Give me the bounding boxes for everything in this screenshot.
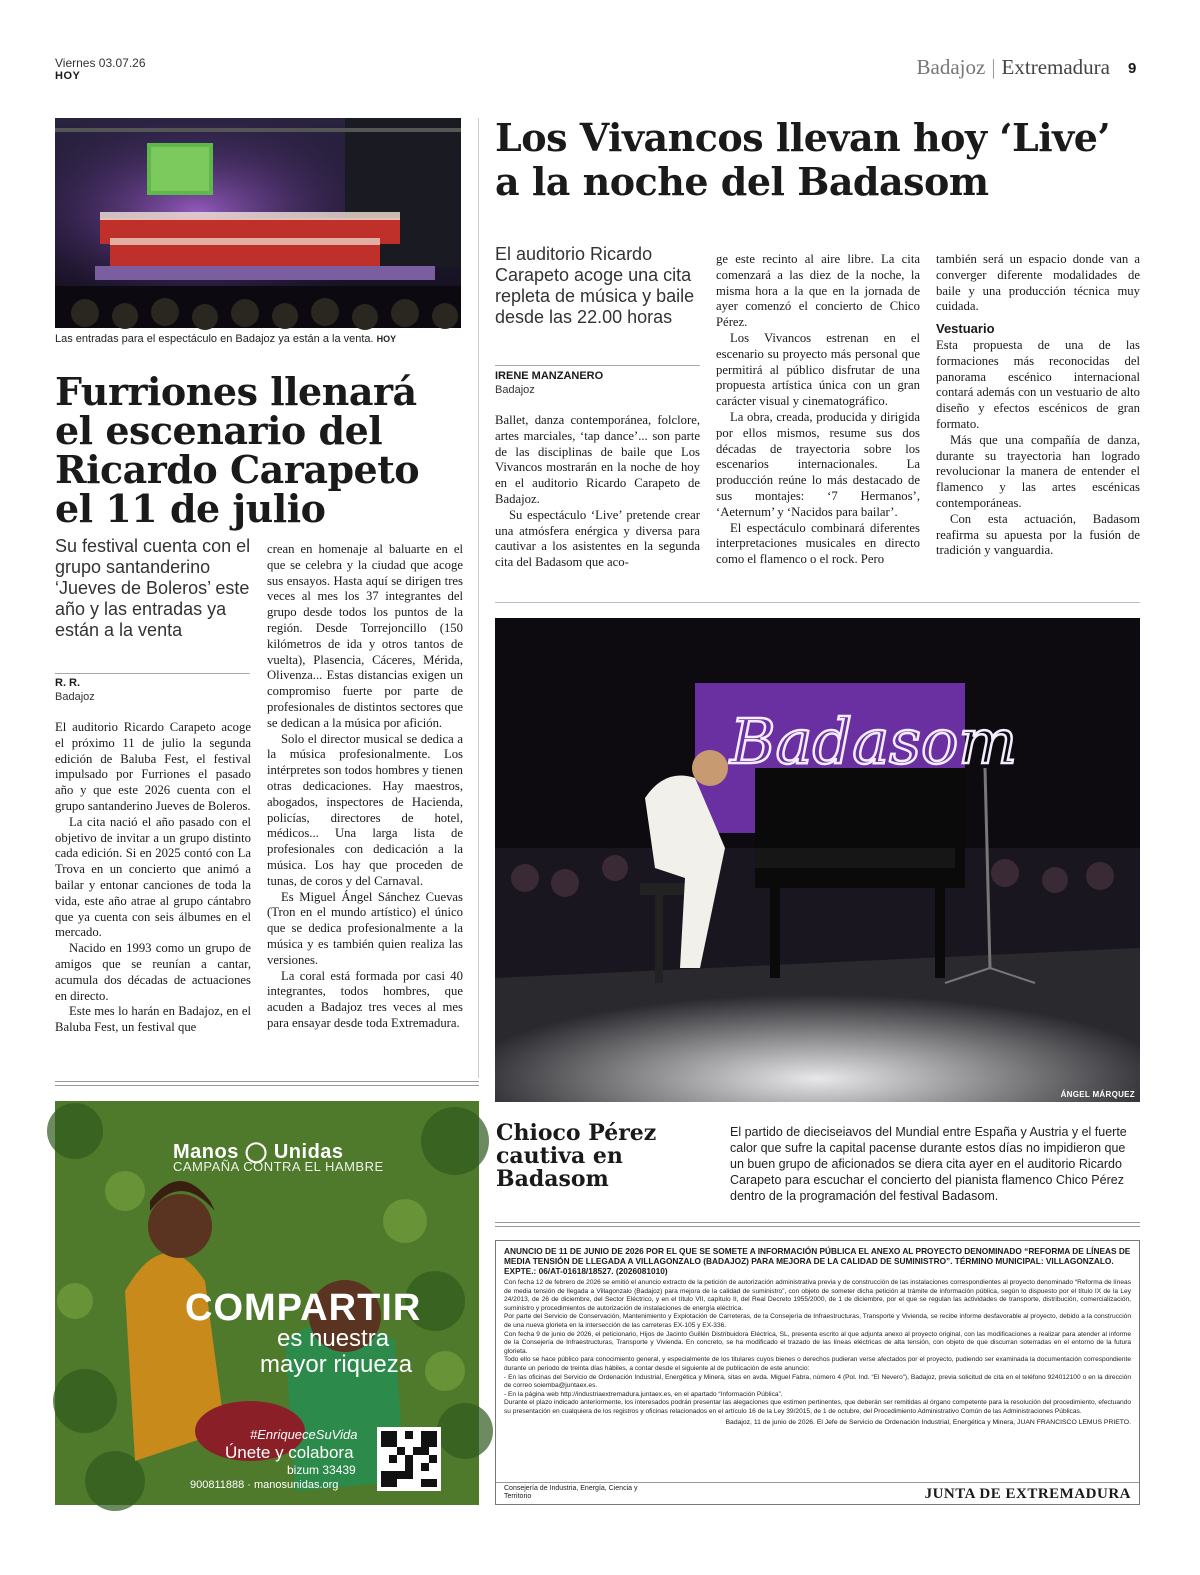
article-column xyxy=(55,720,251,1036)
article-subtitle: El auditorio Ricardo Carapeto acoge una cita repleta de música y baile desde las 22.00 horas xyxy=(495,244,695,327)
paragraph: El espectáculo combinará diferentes interpretaciones musicales en directo como el flamenco o el rock. Pero xyxy=(716,520,920,567)
ad-cta: Únete y colabora xyxy=(225,1443,354,1462)
section-name: Badajoz xyxy=(916,55,986,79)
column-divider xyxy=(478,118,479,1078)
ad-headline: COMPARTIR xyxy=(185,1287,422,1329)
photo-caption xyxy=(55,333,461,345)
globe-icon: ◯ xyxy=(244,1141,268,1163)
paragraph: Su espectáculo ‘Live’ pretende crear una atmósfera enérgica y diversa para cautivar a los asistentes en la segunda cita del Badasom que aco- xyxy=(495,507,700,570)
paragraph: Nacido en 1993 como un grupo de amigos que se reunían a cantar, acumula dos décadas de actuaciones en directo. xyxy=(55,941,251,1003)
section-rule xyxy=(495,602,1140,603)
article-headline: Los Vivancos llevan hoy ‘Live’ a la noche del Badasom xyxy=(495,115,1111,204)
article-subtitle: Su festival cuenta con el grupo santanderino ‘Jueves de Boleros’ este año y las entradas ya están a la venta xyxy=(55,536,251,640)
paragraph: La obra, creada, producida y dirigida por ellos mismos, resume sus dos décadas de trayectoria sobre los escenarios internacionales. La producción reúne lo más destacado de sus montajes: ‘7 Hermanos’, ‘Aeternum’ y ‘Nacidos para bailar’. xyxy=(716,409,920,519)
pianist-stage-photo xyxy=(495,618,1140,1102)
article-column xyxy=(936,252,1140,559)
article-author: IRENE MANZANERO xyxy=(495,370,604,382)
paragraph: Este mes lo harán en Badajoz, en el Baluba Fest, un festival que xyxy=(55,1004,251,1035)
publication-name: HOY xyxy=(55,70,81,82)
ad-campaign: CAMPAÑA CONTRA EL HAMBRE xyxy=(173,1159,384,1174)
notice-paragraph: Todo ello se hace público para conocimiento general, y especialmente de los titulares cuyos bienes o derechos pudieran verse afectados por el proyecto, pudiendo ser examinada la documentación correspondiente durante un periodo de treinta días hábiles, a contar desde el siguiente al de publicación de este anuncio: xyxy=(504,1356,1131,1372)
notice-footer xyxy=(496,1482,1139,1504)
double-rule xyxy=(495,1222,1140,1227)
article-location: Badajoz xyxy=(495,384,535,396)
notice-issuer: JUNTA DE EXTREMADURA xyxy=(924,1486,1131,1502)
article-column xyxy=(716,252,920,568)
official-notice xyxy=(495,1240,1140,1505)
notice-paragraph: - En la página web http://industriaextremadura.juntaex.es, en el apartado “Información Pública”. xyxy=(504,1390,783,1398)
badasom-sign-text: Badasom xyxy=(730,705,1018,778)
paragraph: La cita nació el año pasado con el objetivo de invitar a un grupo distinto cada edición. Si en 2025 contó con La Trova en un concierto que animó a bailar y entonar canciones de toda la vida, este año atrae al grupo cántabro que ya cuenta con seis álbumes en el mercado. xyxy=(55,814,251,940)
ad-tagline: mayor riqueza xyxy=(260,1351,413,1378)
double-rule xyxy=(55,1081,479,1086)
article-author: R. R. xyxy=(55,677,81,689)
qr-code-icon[interactable] xyxy=(377,1427,441,1491)
byline-rule xyxy=(55,673,250,674)
badasom-neon-sign xyxy=(720,693,1018,783)
paragraph: Esta propuesta de una de las formaciones más reconocidas del panorama escénico internacional contará además con un vestuario de alto diseño y efectos escénicos de gran formato. xyxy=(936,337,1140,431)
notice-paragraph: Con fecha 12 de febrero de 2026 se emitió el anuncio extracto de la petición de autorización administrativa previa y de construcción de las instalaciones correspondientes al proyecto denominado “Reforma de líneas de media tensión de llegada a Villagonzalo (Badajoz) para mejora de la calidad de suministro”, con objeto de someter dicha petición al trámite de información pública, según lo dispuesto por el título IX de la Ley 24/2013, de 26 de diciembre, del Sector Eléctrico, y en el título VII, capítulo II, del Real Decreto 1955/2000, de 1 de diciembre, por el que se regulan las actividades de transporte, distribución, comercialización, suministro y procedimientos de autorización de instalaciones de energía eléctrica. xyxy=(504,1279,1131,1312)
ad-hashtag: #EnriqueceSuVida xyxy=(250,1427,358,1442)
paragraph: Solo el director musical se dedica a la música profesionalmente. Los intérpretes son todos hombres y tienen otras dedicaciones. Hay maestros, abogados, inspectores de Hacienda, policías, directores de hotel, médicos... Una larga lista de profesionales con dedicación a la música. Los hay que proceden de tunas, de coros y del Carnaval. xyxy=(267,731,463,888)
ad-contact: 900811888 · manosunidas.org xyxy=(190,1479,339,1491)
notice-paragraph: - En las oficinas del Servicio de Ordenación Industrial, Energética y Minera, sitas en avda. Miguel Fabra, número 4 (Pol. Ind. “El Nevero”), Badajoz, previa solicitud de cita en el teléfono 924012100 o en la dirección de correo soiemba@juntaex.es. xyxy=(504,1373,1131,1390)
paragraph: Ballet, danza contemporánea, folclore, artes marciales, ‘tap dance’... son parte de las disciplinas de baile que Los Vivancos mostrarán en la noche de hoy en el auditorio Ricardo Carapeto de Badajoz. xyxy=(495,413,700,506)
notice-paragraph: Durante el plazo indicado anteriormente, los interesados podrán presentar las alegaciones que estimen pertinentes, que deberán ser remitidas al órgano competente para la resolución del procedimiento, efectuando su presentación en cualquiera de los registros y oficinas relacionados en el artículo 16 de la Ley 39/2015, de 1 de octubre, del Procedimiento Administrativo Común de las Administraciones Públicas. xyxy=(504,1399,1131,1415)
notice-paragraph: Con fecha 9 de junio de 2026, el peticionario, Hijos de Jacinto Guillén Distribuidora Eléctrica, SL, presenta escrito al que adjunta anexo al proyecto original, con las modificaciones a realizar para atender al informe de la Consejería de Infraestructuras, Transporte y Vivienda. En concreto, se ha modificado el trazado de las líneas eléctricas de alta tensión, con objeto de que discurran soterradas en el entorno de la futura glorieta. xyxy=(504,1330,1131,1355)
notice-department: Consejería de Industria, Energía, Ciencia y Territorio xyxy=(504,1485,638,1500)
byline-rule xyxy=(495,365,700,366)
article-column xyxy=(495,413,700,571)
photo-credit: ÁNGEL MÁRQUEZ xyxy=(1060,1090,1135,1099)
article-headline: Furriones llenará el escenario del Ricardo Carapeto el 11 de julio xyxy=(55,369,420,531)
paragraph: crean en homenaje al baluarte en el que se celebra y la ciudad que acoge sus ensayos. Hasta aquí se dirigen tres veces al mes los 37 integrantes del grupo desde todos los puntos de la región. Desde Torrejoncillo (150 kilómetros de ida y otros tantos de vuelta), Plasencia, Cáceres, Mérida, Olivenza... Estas distancias exigen un compromiso fuerte por parte de profesionales de distintos sectores que se dedican a la música por afición. xyxy=(267,542,463,730)
article-column xyxy=(267,542,463,1032)
notice-body xyxy=(504,1279,1131,1417)
brief-text: El partido de dieciseiavos del Mundial entre España y Austria y el fuerte calor que sufre la capital pacense durante estos días no impidieron que un buen grupo de aficionados se diera cita ayer en el auditorio Ricardo Carapeto para escuchar el concierto del pianista flamenco Chico Pérez dentro de la programación del festival Badasom. xyxy=(730,1125,1127,1203)
manos-unidas-ad[interactable] xyxy=(55,1101,479,1505)
notice-heading: ANUNCIO DE 11 DE JUNIO DE 2026 POR EL QUE SE SOMETE A INFORMACIÓN PÚBLICA EL ANEXO AL PROYECTO DENOMINADO “REFORMA DE LÍNEAS DE MEDIA TENSIÓN DE LLEGADA A VILLAGONZALO (BADAJOZ) PARA MEJORA DE LA CALIDAD DE SUMINISTRO”. TÉRMINO MUNICIPAL: VILLAGONZALO. EXPTE.: 06/AT-01618/18527. (2026081010) xyxy=(504,1246,1131,1276)
brand-left: Manos xyxy=(173,1141,239,1163)
notice-paragraph: Por parte del Servicio de Conservación, Mantenimiento y Explotación de Carreteras, de la Consejería de Infraestructuras, Transporte y Vivienda, se recibe informe desfavorable al proyecto, debido a la construcción de una nueva glorieta en la intersección de las carreteras EX-105 y EX-336. xyxy=(504,1313,1131,1329)
paragraph: Con esta actuación, Badasom reafirma su apuesta por la fusión de tradición y vanguardia. xyxy=(936,511,1140,558)
subheading: Vestuario xyxy=(936,321,995,337)
paragraph: Es Miguel Ángel Sánchez Cuevas (Tron en el mundo artístico) el único que se dedica profesionalmente a la música y es también quien realiza las versiones. xyxy=(267,889,463,967)
notice-signature: Badajoz, 11 de junio de 2026. El Jefe de Servicio de Ordenación Industrial, Energética y Minera, JUAN FRANCISCO LEMUS PRIETO. xyxy=(725,1418,1131,1426)
paragraph: también será un espacio donde van a converger diferente modalidades de baile y una producción técnica muy cuidada. xyxy=(936,252,1140,314)
article-location: Badajoz xyxy=(55,691,95,703)
paragraph: ge este recinto al aire libre. La cita comenzará a las diez de la noche, la misma hora a la que en la jornada de ayer comenzó el concierto de Chico Pérez. xyxy=(716,252,920,330)
page-number: 9 xyxy=(1128,60,1137,77)
ad-bizum: bizum 33439 xyxy=(287,1463,356,1477)
ad-tagline: es nuestra xyxy=(277,1325,390,1352)
brand-right: Unidas xyxy=(273,1141,344,1163)
brief-headline: Chioco Pérez cautiva en Badasom xyxy=(496,1120,657,1192)
paragraph: La coral está formada por casi 40 integrantes, todos hombres, que acuden a Badajoz tres veces al mes para ensayar desde toda Extremadura. xyxy=(267,968,463,1030)
section-header: Badajoz | Extremadura xyxy=(916,55,1110,79)
paragraph: Los Vivancos estrenan en el escenario su proyecto más personal que permitirá al público disfrutar de una propuesta artística única con un gran carácter visual y cinematográfico. xyxy=(716,330,920,409)
paragraph: El auditorio Ricardo Carapeto acoge el próximo 11 de julio la segunda edición de Baluba Fest, el festival impulsado por Furriones el pasado año y que este 2026 cuenta con el grupo santanderino Jueves de Boleros. xyxy=(55,720,251,813)
caption-text: Las entradas para el espectáculo en Badajoz ya están a la venta. xyxy=(55,333,374,345)
paragraph: Más que una compañía de danza, durante su trayectoria han logrado revolucionar la manera de entender el flamenco y las artes escénicas contemporáneas. xyxy=(936,432,1140,510)
photo-credit: HOY xyxy=(376,334,397,344)
region-name: Extremadura xyxy=(1001,55,1110,79)
edition-date: Viernes 03.07.26 xyxy=(55,56,146,70)
concert-stage-photo xyxy=(55,118,461,328)
